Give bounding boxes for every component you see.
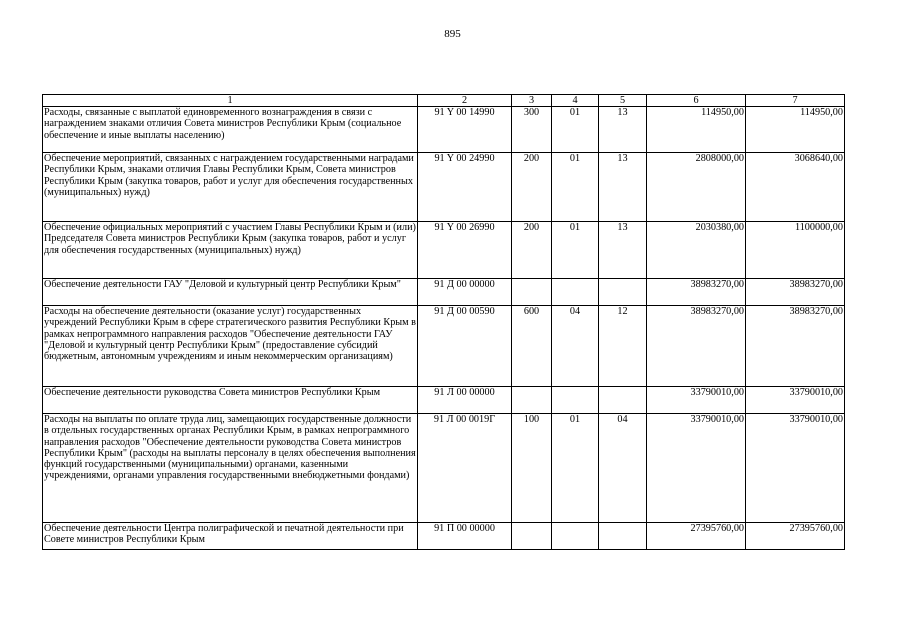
table-row [43,153,845,222]
budget-table [42,94,845,550]
row-expense-type: 200 [512,153,552,222]
row-amount-year-1: 33790010,00 [647,387,746,414]
row-section: 01 [552,153,599,222]
row-section: 01 [552,414,599,523]
row-section [552,387,599,414]
row-target-code: 91 Л 00 0019Г [418,414,512,523]
row-subsection [599,387,647,414]
table-row [43,107,845,153]
row-name: Обеспечение официальных мероприятий с участием Главы Республики Крым и (или) Председателя Совета министров Республики Крым (закупка товаров, работ и услуг для обеспечения государственных (муниципальных) нужд) [43,222,418,279]
row-section [552,279,599,306]
header-col-1: 1 [43,95,418,107]
row-amount-year-1: 33790010,00 [647,414,746,523]
row-amount-year-2: 114950,00 [746,107,845,153]
row-name: Расходы на обеспечение деятельности (оказание услуг) государственных учреждений Республики Крым в сфере стратегического развития Республики Крым в рамках непрограммного направления расходов "Обеспечение деятельности ГАУ "Деловой и культурный центр Республики Крым" (предоставление субсидий бюджетным, автономным учреждениям и иным некоммерческим организациям) [43,306,418,387]
row-subsection: 04 [599,414,647,523]
header-col-2: 2 [418,95,512,107]
row-section: 01 [552,222,599,279]
row-amount-year-2: 27395760,00 [746,523,845,550]
row-name: Обеспечение мероприятий, связанных с награждением государственными наградами Республики Крым, знаками отличия Главы Республики Крым, Совета министров Республики Крым (закупка товаров, работ и услуг для обеспечения государственных (муниципальных) нужд) [43,153,418,222]
row-name: Обеспечение деятельности руководства Совета министров Республики Крым [43,387,418,414]
row-amount-year-1: 38983270,00 [647,306,746,387]
header-col-6: 6 [647,95,746,107]
header-col-7: 7 [746,95,845,107]
row-expense-type: 100 [512,414,552,523]
row-amount-year-1: 2808000,00 [647,153,746,222]
table-row [43,387,845,414]
row-amount-year-2: 38983270,00 [746,306,845,387]
row-subsection [599,523,647,550]
row-target-code: 91 Y 00 26990 [418,222,512,279]
row-amount-year-2: 33790010,00 [746,387,845,414]
row-target-code: 91 Y 00 14990 [418,107,512,153]
row-amount-year-2: 33790010,00 [746,414,845,523]
row-section [552,523,599,550]
row-target-code: 91 Л 00 00000 [418,387,512,414]
table-row [43,222,845,279]
row-target-code: 91 Д 00 00000 [418,279,512,306]
row-subsection [599,279,647,306]
row-amount-year-2: 38983270,00 [746,279,845,306]
header-col-4: 4 [552,95,599,107]
table-row [43,279,845,306]
row-amount-year-1: 38983270,00 [647,279,746,306]
header-row [43,95,845,107]
row-target-code: 91 Д 00 00590 [418,306,512,387]
row-amount-year-1: 114950,00 [647,107,746,153]
header-col-5: 5 [599,95,647,107]
row-name: Обеспечение деятельности ГАУ "Деловой и культурный центр Республики Крым" [43,279,418,306]
page-number: 895 [444,28,461,40]
row-amount-year-1: 27395760,00 [647,523,746,550]
row-name: Расходы на выплаты по оплате труда лиц, замещающих государственные должности в отдельных государственных органах Республики Крым, в рамках непрограммного направления расходов "Обеспечение деятельности руководства Совета министров Республики Крым" (расходы на выплаты персоналу в целях обеспечения выполнения функций государственными (муниципальными) органами, казенными учреждениями, органами управления государственными внебюджетными фондами) [43,414,418,523]
row-expense-type: 200 [512,222,552,279]
row-amount-year-2: 1100000,00 [746,222,845,279]
row-expense-type: 600 [512,306,552,387]
header-col-3: 3 [512,95,552,107]
row-subsection: 12 [599,306,647,387]
row-target-code: 91 Y 00 24990 [418,153,512,222]
row-subsection: 13 [599,107,647,153]
row-expense-type [512,523,552,550]
table-row [43,414,845,523]
row-amount-year-1: 2030380,00 [647,222,746,279]
row-subsection: 13 [599,153,647,222]
row-expense-type [512,387,552,414]
row-amount-year-2: 3068640,00 [746,153,845,222]
row-section: 04 [552,306,599,387]
row-target-code: 91 П 00 00000 [418,523,512,550]
table-row [43,523,845,550]
row-name: Расходы, связанные с выплатой единовременного вознаграждения в связи с награждением знаками отличия Совета министров Республики Крым (социальное обеспечение и иные выплаты населению) [43,107,418,153]
row-expense-type: 300 [512,107,552,153]
row-expense-type [512,279,552,306]
row-subsection: 13 [599,222,647,279]
table-row [43,306,845,387]
row-section: 01 [552,107,599,153]
row-name: Обеспечение деятельности Центра полиграфической и печатной деятельности при Совете министров Республики Крым [43,523,418,550]
